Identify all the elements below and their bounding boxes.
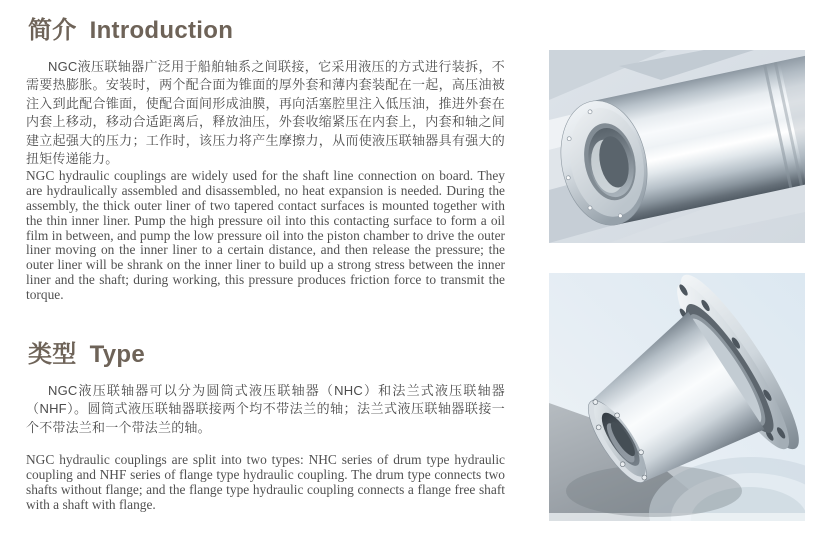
figure-flange-coupling — [549, 273, 805, 521]
drum-coupling-illustration — [549, 50, 805, 243]
type-paragraph-chinese: NGC液压联轴器可以分为圆筒式液压联轴器（NHC）和法兰式液压联轴器（NHF）。圆筒式液压联轴器联接两个均不带法兰的轴；法兰式液压联轴器联接一个不带法兰和一个带法兰的轴。 — [26, 383, 505, 435]
section-title-type-en: Type — [89, 341, 146, 369]
section-title-type — [28, 340, 145, 370]
figure-drum-coupling — [549, 50, 805, 243]
section-title-introduction — [28, 16, 233, 46]
section-title-introduction-en: Introduction — [89, 17, 234, 45]
flange-coupling-illustration — [549, 273, 805, 521]
type-paragraph-english: NGC hydraulic couplings are split into two types: NHC series of drum type hydraulic coupling and NHF series of flange type hydraulic coupling. The drum type connects two shafts without flange; and the flange type hydraulic coupling connects a flange free shaft with a shaft with flange. — [26, 452, 505, 512]
introduction-paragraph-english: NGC hydraulic couplings are widely used for the shaft line connection on board. They are hydraulically assembled and disassembled, no heat expansion is needed. During the assembly, the thick outer liner of two tapered contact surfaces is mounted together with the thin inner liner. Pump the high pressure oil into this contacting surface to form a oil film in between, and pump the low pressure oil into the piston chamber to drive the outer liner moving on the inner liner to a certain distance, and then release the pressure; the outer liner will be shrank on the inner liner to build up a strong stress between the inner liner and the shaft; during working, this pressure produces friction force to transmit the torque. — [26, 168, 505, 302]
section-title-introduction-zh: 简介 — [28, 17, 77, 45]
introduction-paragraph-chinese: NGC液压联轴器广泛用于船舶轴系之间联接，它采用液压的方式进行装拆，不需要热膨胀。安装时，两个配合面为锥面的厚外套和薄内套装配在一起，高压油被注入到此配合锥面，使配合面间形成油膜，再向活塞腔里注入低压油，推进外套在内套上移动，移动合适距离后，释放油压，外套收缩紧压在内套上，内套和轴之间建立起强大的压力；工作时，该压力将产生摩擦力，从而使液压联轴器具有强大的扭矩传递能力。 — [26, 59, 505, 167]
section-title-type-zh: 类型 — [28, 341, 77, 369]
